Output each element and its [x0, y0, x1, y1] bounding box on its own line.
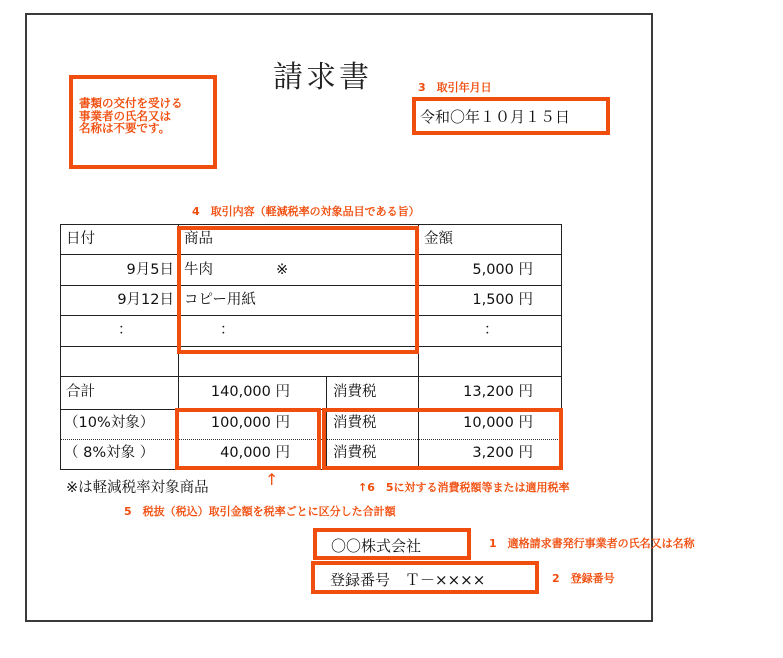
item-highlight-box	[177, 226, 419, 354]
total-label: （ 8%対象 ）	[64, 445, 155, 461]
recipient-note-line: 書類の交付を受ける	[79, 96, 183, 110]
total-amount: 100,000 円	[210, 415, 290, 431]
total-amount: 40,000 円	[220, 445, 290, 461]
total-tax: 3,200 円	[472, 445, 533, 461]
total-tax-label: 消費税	[333, 445, 377, 461]
row-date: 9月12日	[117, 292, 174, 308]
annotation-1: 1 適格請求書発行事業者の氏名又は名称	[489, 537, 695, 550]
row-date: ：	[118, 322, 133, 338]
annotation-2: 2 登録番号	[552, 572, 615, 585]
total-tax: 13,200 円	[463, 384, 533, 400]
reduced-rate-mark: ※	[276, 262, 289, 278]
registration-number: 登録番号 Ｔ－××××	[330, 571, 486, 589]
amount-highlight-box	[175, 408, 321, 470]
total-tax: 10,000 円	[463, 415, 533, 431]
recipient-note	[79, 97, 183, 135]
row-item: コピー用紙	[184, 292, 256, 308]
tax-highlight-box	[322, 408, 563, 470]
row-amount: ：	[484, 322, 499, 338]
total-amount: 140,000 円	[210, 384, 290, 400]
total-tax-label: 消費税	[333, 384, 377, 400]
invoice-title: 請求書	[273, 60, 372, 95]
arrow-up-icon: ↑	[265, 470, 279, 489]
row-date: 9月5日	[126, 262, 174, 278]
row-item: ：	[220, 322, 235, 338]
row-item: 牛肉	[184, 262, 213, 278]
row-amount: 5,000 円	[472, 262, 533, 278]
annotation-6: ↑6 5に対する消費税額等または適用税率	[358, 481, 570, 494]
row-amount: 1,500 円	[472, 292, 533, 308]
annotation-5: 5 税抜（税込）取引金額を税率ごとに区分した合計額	[124, 505, 396, 518]
header-date: 日付	[66, 231, 95, 247]
recipient-note-line: 名称は不要です。	[79, 121, 171, 135]
footnote: ※は軽減税率対象商品	[66, 480, 209, 496]
annotation-3: 3 取引年月日	[418, 81, 492, 94]
total-tax-label: 消費税	[333, 415, 377, 431]
header-amount: 金額	[424, 231, 453, 247]
total-label: 合計	[66, 384, 95, 400]
recipient-note-line: 事業者の氏名又は	[79, 108, 171, 123]
invoice-date: 令和〇年１０月１５日	[420, 108, 571, 126]
annotation-4: 4 取引内容（軽減税率の対象品目である旨）	[192, 205, 420, 218]
header-item: 商品	[184, 231, 213, 247]
total-label: （10%対象）	[64, 415, 155, 431]
company-name: 〇〇株式会社	[331, 537, 422, 555]
